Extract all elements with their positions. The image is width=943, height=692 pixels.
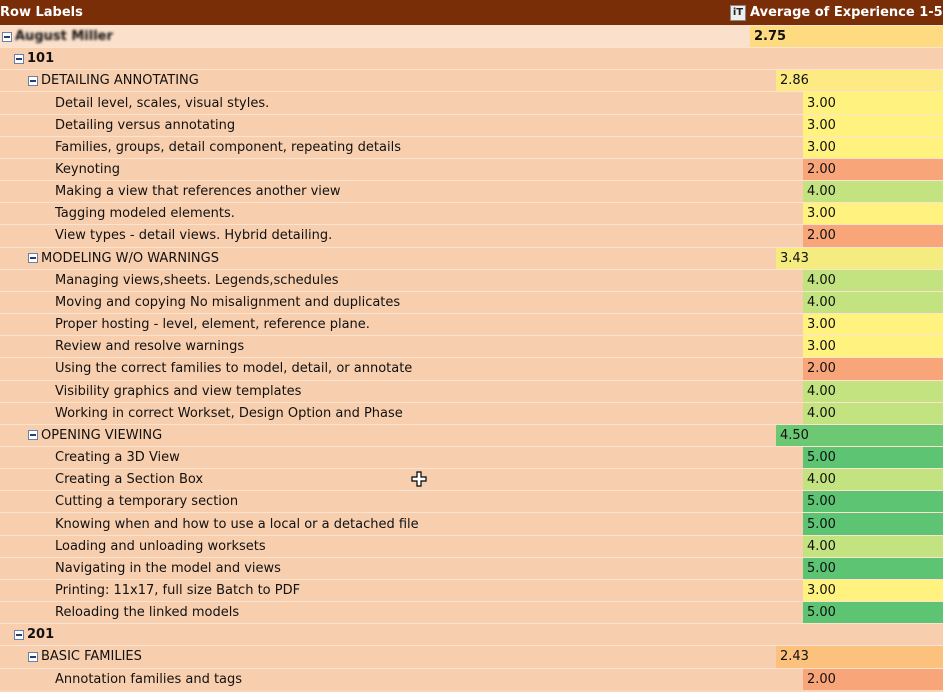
- row-label-text: Keynoting: [55, 162, 120, 178]
- row-label-cell: [0, 561, 803, 576]
- average-value-cell[interactable]: [750, 26, 943, 47]
- pivot-item-row[interactable]: [0, 535, 943, 557]
- pivot-group-row[interactable]: [0, 47, 943, 69]
- row-label-text: Review and resolve warnings: [55, 339, 245, 355]
- average-value-cell[interactable]: [803, 336, 943, 357]
- pivot-item-row[interactable]: [0, 402, 943, 424]
- pivot-group-row[interactable]: [0, 645, 943, 667]
- average-value-text: 4.50: [780, 427, 809, 443]
- average-value-cell[interactable]: [803, 447, 943, 468]
- pivot-item-row[interactable]: [0, 269, 943, 291]
- collapse-icon[interactable]: [28, 430, 38, 440]
- average-value-cell[interactable]: [803, 270, 943, 291]
- pivot-item-row[interactable]: [0, 224, 943, 246]
- row-label-cell: [0, 428, 776, 443]
- row-label-cell: [0, 140, 803, 155]
- row-label-cell: [0, 627, 762, 642]
- average-value-cell[interactable]: [803, 358, 943, 379]
- average-value-text: 3.00: [807, 139, 836, 155]
- pivot-item-row[interactable]: [0, 357, 943, 379]
- pivot-item-row[interactable]: [0, 579, 943, 601]
- row-label-text: Using the correct families to model, detail, or annotate: [55, 361, 413, 377]
- average-value-text: 2.00: [807, 162, 836, 178]
- average-value-cell[interactable]: [762, 48, 943, 69]
- row-label-cell: [0, 273, 803, 288]
- average-value-cell[interactable]: [762, 624, 943, 645]
- average-value-cell[interactable]: [803, 602, 943, 623]
- average-value-text: 5.00: [807, 605, 836, 621]
- pivot-group-row[interactable]: [0, 69, 943, 91]
- average-value-cell[interactable]: [803, 469, 943, 490]
- collapse-icon[interactable]: [2, 32, 12, 42]
- pivot-item-row[interactable]: [0, 490, 943, 512]
- pivot-item-row[interactable]: [0, 180, 943, 202]
- row-label-cell: [0, 96, 803, 111]
- row-label-text: Printing: 11x17, full size Batch to PDF: [55, 582, 301, 598]
- row-label-cell: [0, 384, 803, 399]
- row-labels-header[interactable]: Row Labels: [0, 5, 83, 20]
- average-value-cell[interactable]: [803, 92, 943, 113]
- row-label-cell: [0, 251, 776, 266]
- value-field-header[interactable]: Average of Experience 1-5: [750, 5, 943, 20]
- row-label-cell: [0, 494, 803, 509]
- row-label-cell: [0, 73, 776, 88]
- row-label-text: Creating a Section Box: [55, 472, 204, 488]
- pivot-header: [0, 0, 943, 25]
- row-label-cell: [0, 339, 803, 354]
- average-value-cell[interactable]: [776, 425, 943, 446]
- row-label-text: Moving and copying No misalignment and duplicates: [55, 294, 401, 310]
- row-label-cell: [0, 118, 803, 133]
- collapse-icon[interactable]: [14, 54, 24, 64]
- row-label-text: Proper hosting - level, element, reference plane.: [55, 317, 370, 333]
- average-value-text: 5.00: [807, 516, 836, 532]
- average-value-text: 4.00: [807, 405, 836, 421]
- average-value-cell[interactable]: [803, 292, 943, 313]
- pivot-item-row[interactable]: [0, 468, 943, 490]
- average-value-text: 3.00: [807, 582, 836, 598]
- average-value-text: 2.00: [807, 671, 836, 687]
- pivot-item-row[interactable]: [0, 136, 943, 158]
- average-value-text: 4.00: [807, 184, 836, 200]
- row-label-cell: [0, 472, 803, 487]
- row-label-text: Creating a 3D View: [55, 450, 180, 466]
- average-value-text: 4.00: [807, 272, 836, 288]
- average-value-cell[interactable]: [803, 558, 943, 579]
- average-value-text: 3.43: [780, 250, 809, 266]
- average-value-cell[interactable]: [803, 314, 943, 335]
- pivot-item-row[interactable]: [0, 291, 943, 313]
- pivot-item-row[interactable]: [0, 601, 943, 623]
- average-value-cell[interactable]: [776, 646, 943, 667]
- row-label-cell: [0, 539, 803, 554]
- collapse-icon[interactable]: [28, 253, 38, 263]
- pivot-item-row[interactable]: [0, 335, 943, 357]
- row-label-cell: [0, 605, 803, 620]
- average-value-cell[interactable]: [803, 181, 943, 202]
- row-label-cell: [0, 672, 803, 687]
- average-value-text: 2.86: [780, 73, 809, 89]
- collapse-icon[interactable]: [28, 652, 38, 662]
- pivot-item-row[interactable]: [0, 446, 943, 468]
- average-value-text: 5.00: [807, 560, 836, 576]
- row-label-text: 101: [27, 51, 55, 67]
- row-label-cell: [0, 517, 803, 532]
- pivot-item-row[interactable]: [0, 91, 943, 113]
- row-label-text: BASIC FAMILIES: [41, 649, 142, 665]
- row-label-text: Working in correct Workset, Design Option and Phase: [55, 405, 403, 421]
- row-label-text: Cutting a temporary section: [55, 494, 239, 510]
- row-label-cell: [0, 295, 803, 310]
- pivot-item-row[interactable]: [0, 380, 943, 402]
- row-label-cell: [0, 450, 803, 465]
- row-label-text: Detail level, scales, visual styles.: [55, 95, 270, 111]
- row-label-cell: [0, 228, 803, 243]
- average-value-cell[interactable]: [803, 137, 943, 158]
- row-label-text: Knowing when and how to use a local or a detached file: [55, 516, 419, 532]
- pivot-group-row[interactable]: [0, 25, 943, 47]
- row-label-cell: [0, 206, 803, 221]
- average-value-cell[interactable]: [803, 159, 943, 180]
- row-label-text: Detailing versus annotating: [55, 117, 236, 133]
- row-label-text: August Miller: [15, 29, 113, 45]
- average-value-text: 5.00: [807, 450, 836, 466]
- row-label-cell: [0, 162, 803, 177]
- row-label-text: Families, groups, detail component, repeating details: [55, 139, 401, 155]
- average-value-cell[interactable]: [803, 513, 943, 534]
- pivot-group-row[interactable]: [0, 424, 943, 446]
- average-value-text: 4.00: [807, 472, 836, 488]
- average-value-cell[interactable]: [803, 580, 943, 601]
- pivot-item-row[interactable]: [0, 668, 943, 690]
- average-value-text: 4.00: [807, 294, 836, 310]
- average-value-cell[interactable]: [776, 248, 943, 269]
- row-label-cell: [0, 649, 776, 664]
- average-value-text: 4.00: [807, 538, 836, 554]
- average-value-text: 2.43: [780, 649, 809, 665]
- pivot-item-row[interactable]: [0, 158, 943, 180]
- row-label-text: DETAILING ANNOTATING: [41, 73, 199, 89]
- row-label-text: Annotation families and tags: [55, 671, 243, 687]
- row-label-text: Managing views,sheets. Legends,schedules: [55, 272, 339, 288]
- pivot-item-row[interactable]: [0, 114, 943, 136]
- pivot-group-row[interactable]: [0, 623, 943, 645]
- pivot-item-row[interactable]: [0, 512, 943, 534]
- average-value-text: 4.00: [807, 383, 836, 399]
- pivot-item-row[interactable]: [0, 202, 943, 224]
- pivot-group-row[interactable]: [0, 247, 943, 269]
- move-cursor-icon: [411, 471, 427, 487]
- average-value-cell[interactable]: [803, 203, 943, 224]
- average-value-cell[interactable]: [803, 225, 943, 246]
- collapse-icon[interactable]: [28, 76, 38, 86]
- row-label-text: Tagging modeled elements.: [55, 206, 235, 222]
- pivot-rows: [0, 25, 943, 690]
- average-value-text: 3.00: [807, 117, 836, 133]
- average-value-text: 3.00: [807, 339, 836, 355]
- average-value-text: 2.00: [807, 228, 836, 244]
- row-label-text: View types - detail views. Hybrid detailing.: [55, 228, 333, 244]
- row-label-text: Loading and unloading worksets: [55, 538, 266, 554]
- row-label-text: Making a view that references another view: [55, 184, 341, 200]
- row-label-cell: [0, 406, 803, 421]
- collapse-icon[interactable]: [14, 630, 24, 640]
- average-value-text: 2.00: [807, 361, 836, 377]
- row-label-text: Navigating in the model and views: [55, 560, 281, 576]
- average-value-cell[interactable]: [803, 403, 943, 424]
- average-value-cell[interactable]: [803, 381, 943, 402]
- pivot-item-row[interactable]: [0, 557, 943, 579]
- row-label-cell: [0, 583, 803, 598]
- row-label-text: Visibility graphics and view templates: [55, 383, 302, 399]
- average-value-text: 3.00: [807, 206, 836, 222]
- average-value-cell[interactable]: [803, 491, 943, 512]
- average-value-text: 3.00: [807, 95, 836, 111]
- row-label-cell: [0, 184, 803, 199]
- row-label-text: 201: [27, 627, 55, 643]
- row-label-cell: [0, 361, 803, 376]
- row-label-text: Reloading the linked models: [55, 605, 240, 621]
- average-value-text: 2.75: [754, 29, 787, 45]
- average-value-cell[interactable]: [776, 70, 943, 91]
- row-label-text: MODELING W/O WARNINGS: [41, 250, 219, 266]
- average-value-cell[interactable]: [803, 669, 943, 690]
- average-value-text: 5.00: [807, 494, 836, 510]
- average-value-cell[interactable]: [803, 536, 943, 557]
- filter-dropdown-icon[interactable]: iT: [730, 5, 746, 21]
- average-value-text: 3.00: [807, 317, 836, 333]
- row-label-cell: [0, 51, 762, 66]
- average-value-cell[interactable]: [803, 115, 943, 136]
- row-label-text: OPENING VIEWING: [41, 427, 163, 443]
- row-label-cell: [0, 317, 803, 332]
- row-label-cell: [0, 29, 750, 44]
- pivot-item-row[interactable]: [0, 313, 943, 335]
